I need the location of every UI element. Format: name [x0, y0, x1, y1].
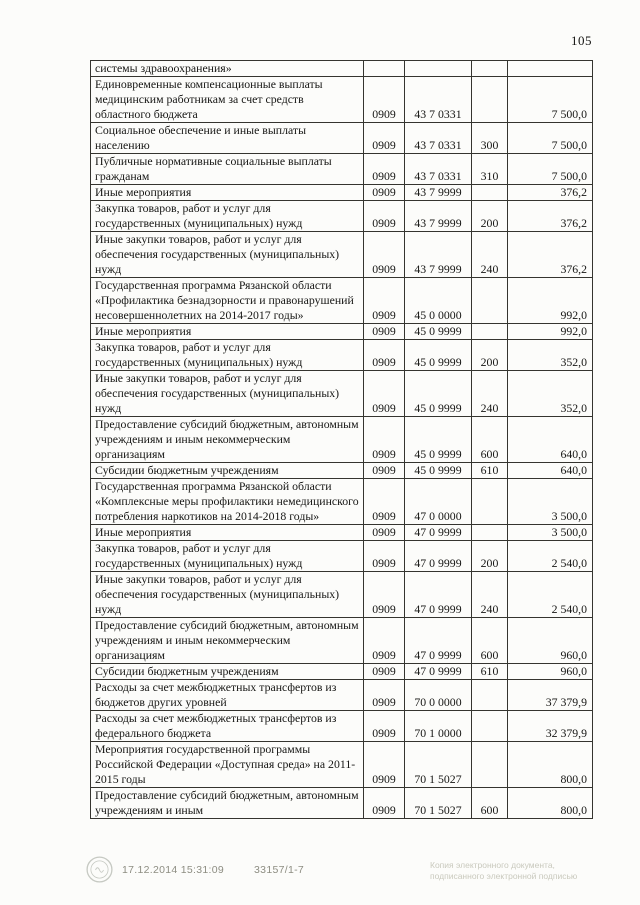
cell-section-code: 0909	[364, 525, 405, 541]
cell-description: Расходы за счет межбюджетных трансфертов из бюджетов других уровней	[91, 680, 364, 711]
table-row	[91, 680, 593, 711]
cell-description: Социальное обеспечение и иные выплаты населению	[91, 123, 364, 154]
cell-section-code: 0909	[364, 463, 405, 479]
cell-expense-type-code: 200	[472, 541, 508, 572]
table-row	[91, 201, 593, 232]
cell-expense-type-code	[472, 525, 508, 541]
cell-description: Предоставление субсидий бюджетным, автономным учреждениям и иным некоммерческим организациям	[91, 618, 364, 664]
cell-section-code	[364, 61, 405, 77]
cell-section-code: 0909	[364, 618, 405, 664]
cell-description: Государственная программа Рязанской области «Профилактика безнадзорности и правонарушений несовершеннолетних на 2014-2017 годы»	[91, 278, 364, 324]
table-row	[91, 278, 593, 324]
cell-target-article-code: 45 0 9999	[405, 417, 472, 463]
cell-target-article-code: 43 7 0331	[405, 77, 472, 123]
cell-expense-type-code: 300	[472, 123, 508, 154]
cell-description: Государственная программа Рязанской области «Комплексные меры профилактики немедицинского потребления наркотиков на 2014-2018 годы»	[91, 479, 364, 525]
cell-section-code: 0909	[364, 541, 405, 572]
cell-expense-type-code	[472, 61, 508, 77]
cell-expense-type-code	[472, 479, 508, 525]
cell-amount: 7 500,0	[508, 123, 593, 154]
cell-target-article-code: 45 0 9999	[405, 463, 472, 479]
cell-target-article-code: 70 0 0000	[405, 680, 472, 711]
cell-target-article-code: 43 7 9999	[405, 201, 472, 232]
cell-expense-type-code: 600	[472, 788, 508, 819]
cell-target-article-code: 45 0 0000	[405, 278, 472, 324]
cell-expense-type-code	[472, 711, 508, 742]
cell-description: Закупка товаров, работ и услуг для государственных (муниципальных) нужд	[91, 541, 364, 572]
cell-section-code: 0909	[364, 680, 405, 711]
table-row	[91, 232, 593, 278]
budget-table	[90, 60, 593, 819]
table-row	[91, 463, 593, 479]
cell-section-code: 0909	[364, 185, 405, 201]
cell-expense-type-code: 200	[472, 340, 508, 371]
footer	[86, 855, 598, 899]
budget-table-body	[91, 61, 593, 819]
cell-section-code: 0909	[364, 788, 405, 819]
cell-target-article-code: 45 0 9999	[405, 371, 472, 417]
table-row	[91, 525, 593, 541]
cell-section-code: 0909	[364, 417, 405, 463]
footer-doc-number: 33157/1-7	[254, 864, 305, 876]
cell-amount: 32 379,9	[508, 711, 593, 742]
cell-target-article-code: 47 0 9999	[405, 541, 472, 572]
cell-expense-type-code	[472, 680, 508, 711]
cell-section-code: 0909	[364, 572, 405, 618]
cell-description: Иные закупки товаров, работ и услуг для обеспечения государственных (муниципальных) нужд	[91, 572, 364, 618]
cell-description: Субсидии бюджетным учреждениям	[91, 463, 364, 479]
cell-amount: 2 540,0	[508, 572, 593, 618]
cell-section-code: 0909	[364, 340, 405, 371]
cell-expense-type-code	[472, 742, 508, 788]
cell-description: Иные мероприятия	[91, 324, 364, 340]
table-row	[91, 417, 593, 463]
cell-description: Иные закупки товаров, работ и услуг для обеспечения государственных (муниципальных) нужд	[91, 371, 364, 417]
cell-target-article-code: 43 7 0331	[405, 154, 472, 185]
cell-expense-type-code: 610	[472, 664, 508, 680]
cell-amount: 640,0	[508, 417, 593, 463]
cell-section-code: 0909	[364, 77, 405, 123]
footer-datetime: 17.12.2014 15:31:09	[122, 864, 225, 876]
cell-target-article-code	[405, 61, 472, 77]
cell-amount: 640,0	[508, 463, 593, 479]
table-row	[91, 185, 593, 201]
page-number: 105	[571, 33, 592, 48]
cell-amount: 352,0	[508, 371, 593, 417]
table-row	[91, 371, 593, 417]
cell-target-article-code: 47 0 0000	[405, 479, 472, 525]
cell-description: Предоставление субсидий бюджетным, автономным учреждениям и иным	[91, 788, 364, 819]
cell-amount	[508, 61, 593, 77]
cell-target-article-code: 45 0 9999	[405, 340, 472, 371]
footer-signature-note-line1: Копия электронного документа,	[430, 860, 555, 870]
cell-expense-type-code: 240	[472, 232, 508, 278]
cell-amount: 3 500,0	[508, 525, 593, 541]
cell-target-article-code: 47 0 9999	[405, 572, 472, 618]
cell-target-article-code: 45 0 9999	[405, 324, 472, 340]
cell-expense-type-code	[472, 324, 508, 340]
cell-description: Расходы за счет межбюджетных трансфертов из федерального бюджета	[91, 711, 364, 742]
cell-amount: 376,2	[508, 185, 593, 201]
cell-amount: 992,0	[508, 324, 593, 340]
cell-section-code: 0909	[364, 324, 405, 340]
cell-section-code: 0909	[364, 711, 405, 742]
cell-amount: 960,0	[508, 664, 593, 680]
table-row	[91, 664, 593, 680]
cell-expense-type-code: 200	[472, 201, 508, 232]
cell-expense-type-code: 600	[472, 417, 508, 463]
cell-description: Иные мероприятия	[91, 185, 364, 201]
cell-target-article-code: 43 7 0331	[405, 123, 472, 154]
cell-amount: 3 500,0	[508, 479, 593, 525]
cell-description: Закупка товаров, работ и услуг для государственных (муниципальных) нужд	[91, 201, 364, 232]
cell-section-code: 0909	[364, 232, 405, 278]
table-row	[91, 711, 593, 742]
table-row	[91, 541, 593, 572]
cell-target-article-code: 43 7 9999	[405, 232, 472, 278]
cell-amount: 376,2	[508, 232, 593, 278]
footer-signature-note	[430, 860, 577, 882]
table-row	[91, 788, 593, 819]
table-row	[91, 479, 593, 525]
table-row	[91, 618, 593, 664]
cell-amount: 800,0	[508, 788, 593, 819]
cell-amount: 960,0	[508, 618, 593, 664]
cell-section-code: 0909	[364, 278, 405, 324]
cell-description: Иные мероприятия	[91, 525, 364, 541]
cell-amount: 352,0	[508, 340, 593, 371]
cell-amount: 7 500,0	[508, 77, 593, 123]
cell-amount: 992,0	[508, 278, 593, 324]
cell-section-code: 0909	[364, 479, 405, 525]
table-row	[91, 123, 593, 154]
table-row	[91, 324, 593, 340]
cell-description: Субсидии бюджетным учреждениям	[91, 664, 364, 680]
cell-expense-type-code	[472, 278, 508, 324]
cell-section-code: 0909	[364, 664, 405, 680]
cell-section-code: 0909	[364, 154, 405, 185]
table-row	[91, 742, 593, 788]
table-row	[91, 61, 593, 77]
cell-target-article-code: 70 1 5027	[405, 788, 472, 819]
cell-target-article-code: 47 0 9999	[405, 525, 472, 541]
cell-expense-type-code: 610	[472, 463, 508, 479]
cell-description: системы здравоохранения»	[91, 61, 364, 77]
cell-amount: 7 500,0	[508, 154, 593, 185]
cell-section-code: 0909	[364, 742, 405, 788]
cell-amount: 376,2	[508, 201, 593, 232]
cell-amount: 37 379,9	[508, 680, 593, 711]
cell-description: Иные закупки товаров, работ и услуг для обеспечения государственных (муниципальных) нужд	[91, 232, 364, 278]
table-row	[91, 340, 593, 371]
stamp-icon	[86, 856, 113, 883]
cell-expense-type-code: 240	[472, 371, 508, 417]
footer-signature-note-line2: подписанного электронной подписью	[430, 871, 578, 881]
table-row	[91, 154, 593, 185]
cell-expense-type-code: 600	[472, 618, 508, 664]
cell-expense-type-code: 240	[472, 572, 508, 618]
cell-target-article-code: 47 0 9999	[405, 664, 472, 680]
cell-description: Публичные нормативные социальные выплаты гражданам	[91, 154, 364, 185]
cell-section-code: 0909	[364, 201, 405, 232]
table-row	[91, 77, 593, 123]
cell-target-article-code: 70 1 0000	[405, 711, 472, 742]
cell-amount: 800,0	[508, 742, 593, 788]
cell-expense-type-code	[472, 77, 508, 123]
cell-expense-type-code	[472, 185, 508, 201]
cell-description: Закупка товаров, работ и услуг для государственных (муниципальных) нужд	[91, 340, 364, 371]
cell-description: Единовременные компенсационные выплаты медицинским работникам за счет средств областного бюджета	[91, 77, 364, 123]
cell-description: Предоставление субсидий бюджетным, автономным учреждениям и иным некоммерческим организациям	[91, 417, 364, 463]
cell-target-article-code: 70 1 5027	[405, 742, 472, 788]
cell-section-code: 0909	[364, 371, 405, 417]
footer-meta	[122, 864, 304, 876]
cell-expense-type-code: 310	[472, 154, 508, 185]
table-row	[91, 572, 593, 618]
cell-target-article-code: 47 0 9999	[405, 618, 472, 664]
cell-section-code: 0909	[364, 123, 405, 154]
cell-target-article-code: 43 7 9999	[405, 185, 472, 201]
cell-amount: 2 540,0	[508, 541, 593, 572]
cell-description: Мероприятия государственной программы Российской Федерации «Доступная среда» на 2011-2015 годы	[91, 742, 364, 788]
